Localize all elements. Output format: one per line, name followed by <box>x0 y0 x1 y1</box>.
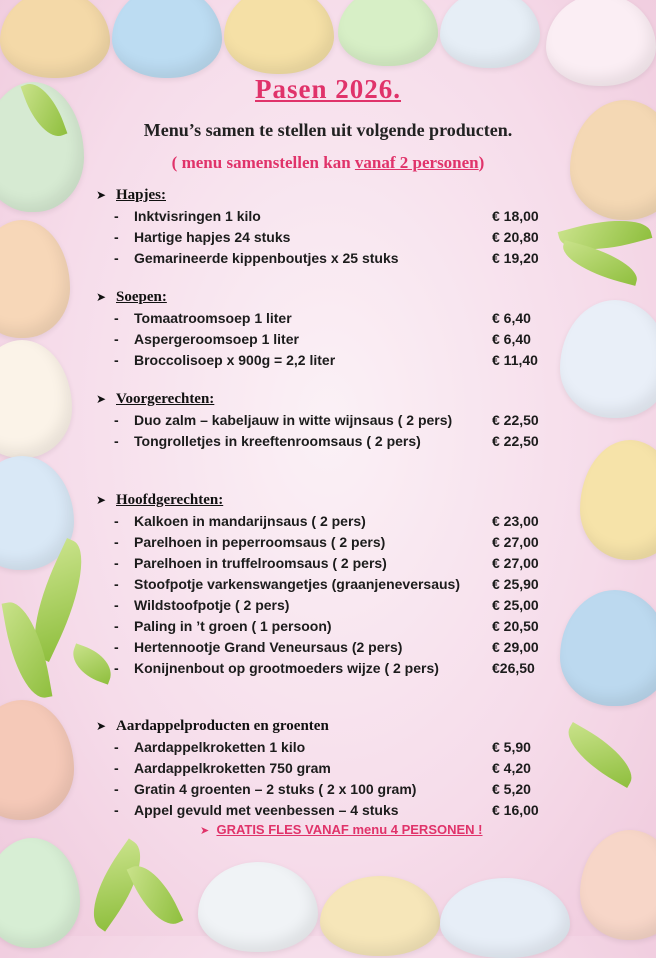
menu-item: - Wildstoofpotje ( 2 pers) € 25,00 <box>114 597 539 613</box>
section-heading: ➤ Soepen: <box>96 286 566 308</box>
menu-item: - Tomaatroomsoep 1 liter € 6,40 <box>114 310 531 326</box>
menu-item: - Aardappelkroketten 1 kilo € 5,90 <box>114 739 531 755</box>
section-heading: ➤ Hapjes: <box>96 184 566 206</box>
section-hapjes <box>96 184 566 269</box>
section-aardappelproducten <box>96 715 566 821</box>
menu-item: - Inktvisringen 1 kilo € 18,00 <box>114 208 539 224</box>
menu-item: - Aardappelkroketten 750 gram € 4,20 <box>114 760 531 776</box>
menu-item: - Kalkoen in mandarijnsaus ( 2 pers) € 23,00 <box>114 513 539 529</box>
menu-item: - Gemarineerde kippenboutjes x 25 stuks € 19,20 <box>114 250 539 266</box>
menu-item: - Konijnenbout op grootmoeders wijze ( 2 pers) €26,50 <box>114 660 535 676</box>
arrow-icon: ➤ <box>96 719 107 733</box>
minimum-persons-note <box>0 153 656 173</box>
menu-item: - Appel gevuld met veenbessen – 4 stuks € 16,00 <box>114 802 539 818</box>
section-soepen <box>96 286 566 371</box>
arrow-icon: ➤ <box>96 493 107 507</box>
page-title: Pasen 2026. <box>255 74 401 104</box>
section-heading: ➤ Hoofdgerechten: <box>96 489 566 511</box>
subtitle: Menu’s samen te stellen uit volgende producten. <box>143 120 513 140</box>
section-heading: ➤ Aardappelproducten en groenten <box>96 715 566 737</box>
menu-item: - Parelhoen in truffelroomsaus ( 2 pers) € 27,00 <box>114 555 539 571</box>
note-underlined: vanaf 2 personen <box>354 153 479 172</box>
menu-item: - Paling in ’t groen ( 1 persoon) € 20,50 <box>114 618 539 634</box>
section-voorgerechten <box>96 388 566 452</box>
menu-item: - Hertennootje Grand Veneursaus (2 pers) € 29,00 <box>114 639 539 655</box>
arrow-icon: ➤ <box>96 290 107 304</box>
menu-item: - Broccolisoep x 900g = 2,2 liter € 11,40 <box>114 352 538 368</box>
menu-item: - Hartige hapjes 24 stuks € 20,80 <box>114 229 539 245</box>
menu-item: - Tongrolletjes in kreeftenroomsaus ( 2 pers) € 22,50 <box>114 433 539 449</box>
arrow-icon: ➤ <box>200 824 210 837</box>
section-hoofdgerechten <box>96 489 566 679</box>
section-heading: ➤ Voorgerechten: <box>96 388 566 410</box>
free-bottle-note <box>200 822 483 837</box>
note-prefix: ( menu samenstellen kan <box>171 153 355 172</box>
free-bottle-text: GRATIS FLES VANAF menu 4 PERSONEN ! <box>216 822 483 837</box>
menu-item: - Duo zalm – kabeljauw in witte wijnsaus ( 2 pers) € 22,50 <box>114 412 539 428</box>
menu-item: - Parelhoen in peperroomsaus ( 2 pers) € 27,00 <box>114 534 539 550</box>
menu-item: - Gratin 4 groenten – 2 stuks ( 2 x 100 gram) € 5,20 <box>114 781 531 797</box>
note-suffix: ) <box>478 153 485 172</box>
arrow-icon: ➤ <box>96 188 107 202</box>
menu-item: - Aspergeroomsoep 1 liter € 6,40 <box>114 331 531 347</box>
menu-item: - Stoofpotje varkenswangetjes (graanjeneversaus) € 25,90 <box>114 576 539 592</box>
arrow-icon: ➤ <box>96 392 107 406</box>
